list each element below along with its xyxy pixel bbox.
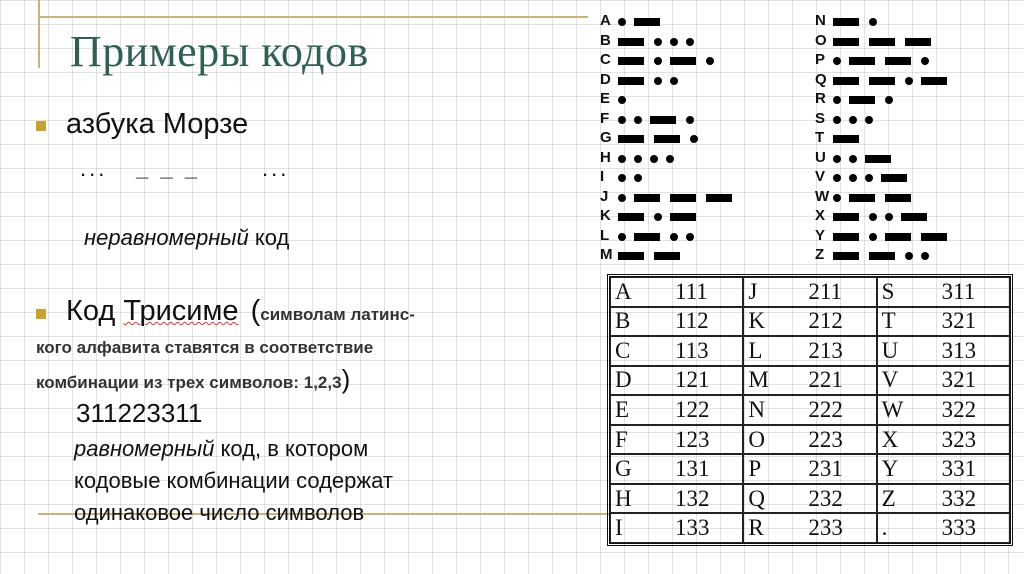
morse-dot (618, 18, 626, 26)
morse-row (600, 32, 800, 52)
trisime-code: 213 (808, 337, 843, 363)
trisime-code: 333 (941, 515, 977, 541)
trisime-code: 321 (941, 367, 977, 393)
morse-row (815, 51, 1015, 71)
morse-row (815, 188, 1015, 208)
morse-dot (618, 116, 626, 124)
trisime-cell (743, 307, 876, 337)
even-rest: код, в котором (214, 436, 369, 461)
trisime-cell (610, 484, 743, 514)
morse-dot (885, 96, 893, 104)
trisime-letter: N (748, 396, 765, 422)
morse-dot (706, 57, 714, 65)
trisime-cell (877, 277, 1010, 307)
trisime-cell (743, 366, 876, 396)
morse-dot (618, 96, 626, 104)
morse-row (600, 188, 800, 208)
morse-sample-dashes: _ _ _ (136, 156, 200, 181)
morse-dash (670, 213, 696, 221)
morse-dot (869, 213, 877, 221)
morse-dot (686, 38, 694, 46)
morse-dot (690, 135, 698, 143)
morse-dot (634, 155, 642, 163)
morse-dot (905, 252, 913, 260)
trisime-letter: K (748, 308, 765, 334)
morse-dash (670, 194, 696, 202)
morse-dash (833, 135, 859, 143)
trisime-code: 223 (808, 426, 843, 452)
morse-dot (833, 194, 841, 202)
morse-row (600, 149, 800, 169)
morse-dot (921, 57, 929, 65)
trisime-code: 322 (941, 396, 977, 422)
uneven-code-caption (84, 225, 289, 251)
morse-letter: V (815, 168, 826, 185)
morse-dash (849, 57, 875, 65)
morse-dash (634, 233, 660, 241)
trisime-code: 123 (675, 426, 710, 452)
morse-letter: L (600, 226, 610, 244)
trisime-letter: W (881, 396, 904, 422)
morse-letter: S (815, 109, 826, 127)
trisime-cell (743, 454, 876, 484)
morse-dash (618, 77, 644, 85)
trisime-letter: S (881, 278, 895, 304)
morse-dash (634, 18, 660, 26)
trisime-code: 221 (808, 367, 843, 393)
morse-row (600, 71, 800, 91)
trisime-cell (610, 425, 743, 455)
morse-letter: U (815, 148, 826, 166)
morse-letter: K (600, 207, 611, 224)
trisime-cell (877, 454, 1010, 484)
trisime-letter: B (615, 308, 631, 334)
trisime-cell (877, 366, 1010, 396)
trisime-cell (743, 277, 876, 307)
morse-row (600, 246, 800, 266)
morse-letter: D (600, 70, 611, 88)
even-code-line3: одинаковое число символов (74, 500, 365, 525)
even-code-line2: кодовые комбинации содержат (74, 468, 393, 493)
morse-dot (833, 116, 841, 124)
morse-dot (654, 38, 662, 46)
trisime-letter: X (881, 426, 899, 452)
trisime-code: 131 (675, 456, 710, 482)
morse-letter: C (600, 51, 611, 68)
morse-row (815, 227, 1015, 247)
trisime-letter: I (615, 515, 623, 541)
morse-row (600, 227, 800, 247)
morse-dot (865, 116, 873, 124)
trisime-cell (743, 513, 876, 543)
morse-dash (618, 38, 644, 46)
morse-dot (618, 155, 626, 163)
trisime-cell (610, 366, 743, 396)
trisime-cell (610, 395, 743, 425)
morse-letter: W (815, 187, 830, 205)
trisime-code: 122 (675, 396, 710, 422)
trisime-cell (743, 395, 876, 425)
morse-dash (618, 135, 644, 143)
morse-dash (833, 18, 859, 26)
trisime-code: 121 (675, 367, 710, 393)
trisime-cell (743, 425, 876, 455)
trisime-code: 132 (675, 485, 710, 511)
bullet-trisime (66, 295, 415, 328)
trisime-cell (877, 425, 1010, 455)
trisime-cell (877, 395, 1010, 425)
trisime-letter: O (748, 426, 765, 452)
morse-row (600, 129, 800, 149)
trisime-letter: V (881, 367, 899, 393)
trisime-code: 113 (675, 337, 709, 363)
trisime-cell (610, 336, 743, 366)
trisime-code: 222 (808, 396, 843, 422)
morse-row (815, 129, 1015, 149)
trisime-note-line1: символам латинс- (260, 305, 415, 324)
morse-row (815, 90, 1015, 110)
morse-table-right (815, 12, 1015, 266)
trisime-letter: G (615, 456, 632, 482)
morse-letter: N (815, 12, 826, 29)
morse-dash (849, 96, 875, 104)
morse-dash (670, 57, 696, 65)
morse-dot (654, 57, 662, 65)
trisime-letter: M (748, 367, 769, 393)
morse-dash (869, 77, 895, 85)
morse-row (815, 32, 1015, 52)
trisime-table (607, 274, 1013, 546)
morse-row (600, 110, 800, 130)
trisime-cell (743, 484, 876, 514)
trisime-cell (877, 484, 1010, 514)
morse-dash (650, 116, 676, 124)
morse-letter: J (600, 187, 609, 205)
morse-dot (670, 38, 678, 46)
trisime-letter: E (615, 396, 630, 422)
morse-dash (921, 77, 947, 85)
morse-letter: I (600, 168, 605, 185)
morse-dot (654, 77, 662, 85)
morse-dash (921, 233, 947, 241)
morse-row (815, 12, 1015, 32)
morse-dash (905, 38, 931, 46)
trisime-code: 332 (941, 485, 977, 511)
trisime-letter: A (615, 278, 632, 304)
trisime-letter: T (881, 308, 896, 334)
morse-letter: E (600, 90, 611, 107)
morse-dash (706, 194, 732, 202)
morse-dash (833, 252, 859, 260)
slide-title: Примеры кодов (70, 27, 369, 76)
trisime-letter: C (615, 337, 631, 363)
morse-dash (634, 194, 660, 202)
trisime-label-b: Трисиме (123, 295, 239, 327)
paren-close: ) (341, 364, 351, 394)
trisime-label-a: Код (66, 295, 124, 327)
morse-sample-dots-2: ... (262, 156, 290, 181)
bullet-marker (36, 121, 46, 131)
morse-dash (885, 233, 911, 241)
morse-dash (869, 38, 895, 46)
morse-dash (901, 213, 927, 221)
morse-dot (833, 96, 841, 104)
trisime-code: 133 (675, 515, 710, 541)
morse-letter: Q (815, 70, 827, 88)
trisime-note-line2: кого алфавита ставятся в соответствие (36, 338, 374, 357)
trisime-cell (610, 277, 743, 307)
morse-dash (618, 57, 644, 65)
morse-dot (869, 233, 877, 241)
trisime-cell (743, 336, 876, 366)
morse-dot (921, 252, 929, 260)
even-italic: равномерный (74, 436, 215, 461)
morse-dot (634, 116, 642, 124)
morse-dot (670, 77, 678, 85)
example-code: 311223311 (76, 398, 203, 428)
morse-table-left (600, 12, 800, 266)
trisime-letter: L (748, 337, 763, 363)
uneven-rest: код (248, 225, 290, 250)
morse-dash (865, 155, 891, 163)
morse-dot (634, 174, 642, 182)
morse-dot (885, 213, 893, 221)
bullet-marker (36, 309, 46, 319)
decor-rule-vertical (38, 0, 40, 68)
trisime-cell (610, 513, 743, 543)
morse-dash (833, 77, 859, 85)
morse-dot (833, 155, 841, 163)
morse-letter: P (815, 51, 826, 68)
morse-dot (833, 57, 841, 65)
trisime-cell (610, 454, 743, 484)
trisime-code: 323 (941, 426, 977, 452)
morse-row (815, 246, 1015, 266)
bullet-morse: азбука Морзе (66, 108, 249, 140)
trisime-letter: Y (881, 456, 899, 482)
morse-letter: A (600, 12, 611, 29)
morse-dot (650, 155, 658, 163)
morse-row (815, 110, 1015, 130)
trisime-code: 311 (941, 278, 976, 304)
decor-rule-top (38, 16, 588, 18)
trisime-letter: Z (881, 485, 896, 511)
morse-dash (654, 252, 680, 260)
morse-letter: M (600, 246, 613, 263)
morse-row (815, 71, 1015, 91)
morse-dot (618, 174, 626, 182)
morse-dot (618, 194, 626, 202)
morse-row (815, 149, 1015, 169)
uneven-italic: неравномерный (84, 225, 249, 250)
morse-dot (865, 174, 873, 182)
morse-letter: F (600, 109, 610, 127)
morse-letter: T (815, 129, 825, 146)
morse-sample-dots-1: ... (80, 156, 108, 181)
trisime-code: 232 (808, 485, 843, 511)
morse-letter: G (600, 129, 612, 146)
morse-dot (849, 155, 857, 163)
morse-letter: Y (815, 226, 826, 244)
morse-dot (654, 213, 662, 221)
trisime-code: 233 (808, 515, 843, 541)
trisime-code: 313 (941, 337, 977, 363)
morse-dash (654, 135, 680, 143)
morse-dot (849, 174, 857, 182)
morse-row (600, 207, 800, 227)
morse-row (815, 168, 1015, 188)
morse-dash (881, 174, 907, 182)
paren-open: ( (250, 295, 261, 327)
trisime-letter: F (615, 426, 628, 452)
morse-dash (833, 233, 859, 241)
morse-dash (618, 252, 644, 260)
morse-dash (618, 213, 644, 221)
morse-letter: Z (815, 246, 825, 263)
morse-row (815, 207, 1015, 227)
morse-dot (618, 233, 626, 241)
even-code-line1 (74, 436, 368, 462)
morse-letter: B (600, 31, 611, 49)
morse-row (600, 51, 800, 71)
morse-dash (885, 57, 911, 65)
trisime-note-line3-wrap (36, 364, 350, 395)
morse-dot (670, 233, 678, 241)
morse-row (600, 168, 800, 188)
trisime-code: 212 (808, 308, 843, 334)
morse-dash (869, 252, 895, 260)
morse-row (600, 12, 800, 32)
morse-row (600, 90, 800, 110)
morse-dash (833, 38, 859, 46)
morse-dash (885, 194, 911, 202)
trisime-cell (877, 307, 1010, 337)
trisime-note-line3: комбинации из трех символов: 1,2,3 (36, 373, 342, 392)
trisime-code: 211 (808, 278, 842, 304)
morse-dot (833, 174, 841, 182)
trisime-letter: U (881, 337, 899, 363)
morse-letter: O (815, 31, 827, 49)
morse-letter: R (815, 90, 826, 107)
trisime-letter: Q (748, 485, 765, 511)
trisime-code: 111 (675, 278, 708, 304)
morse-dash (833, 213, 859, 221)
trisime-cell (877, 513, 1010, 543)
morse-letter: X (815, 207, 826, 224)
trisime-cell (610, 307, 743, 337)
trisime-code: 331 (941, 456, 977, 482)
trisime-code: 231 (808, 456, 843, 482)
trisime-letter: J (748, 278, 758, 304)
morse-dot (905, 77, 913, 85)
trisime-letter: P (748, 456, 762, 482)
morse-letter: H (600, 148, 611, 166)
trisime-code: 321 (941, 308, 977, 334)
morse-dot (869, 18, 877, 26)
morse-dash (849, 194, 875, 202)
trisime-cell (877, 336, 1010, 366)
trisime-letter: D (615, 367, 632, 393)
trisime-letter: . (881, 515, 888, 541)
morse-dot (686, 116, 694, 124)
morse-dot (666, 155, 674, 163)
trisime-letter: H (615, 485, 632, 511)
trisime-letter: R (748, 515, 764, 541)
morse-dot (849, 116, 857, 124)
morse-dot (686, 233, 694, 241)
trisime-code: 112 (675, 308, 709, 334)
